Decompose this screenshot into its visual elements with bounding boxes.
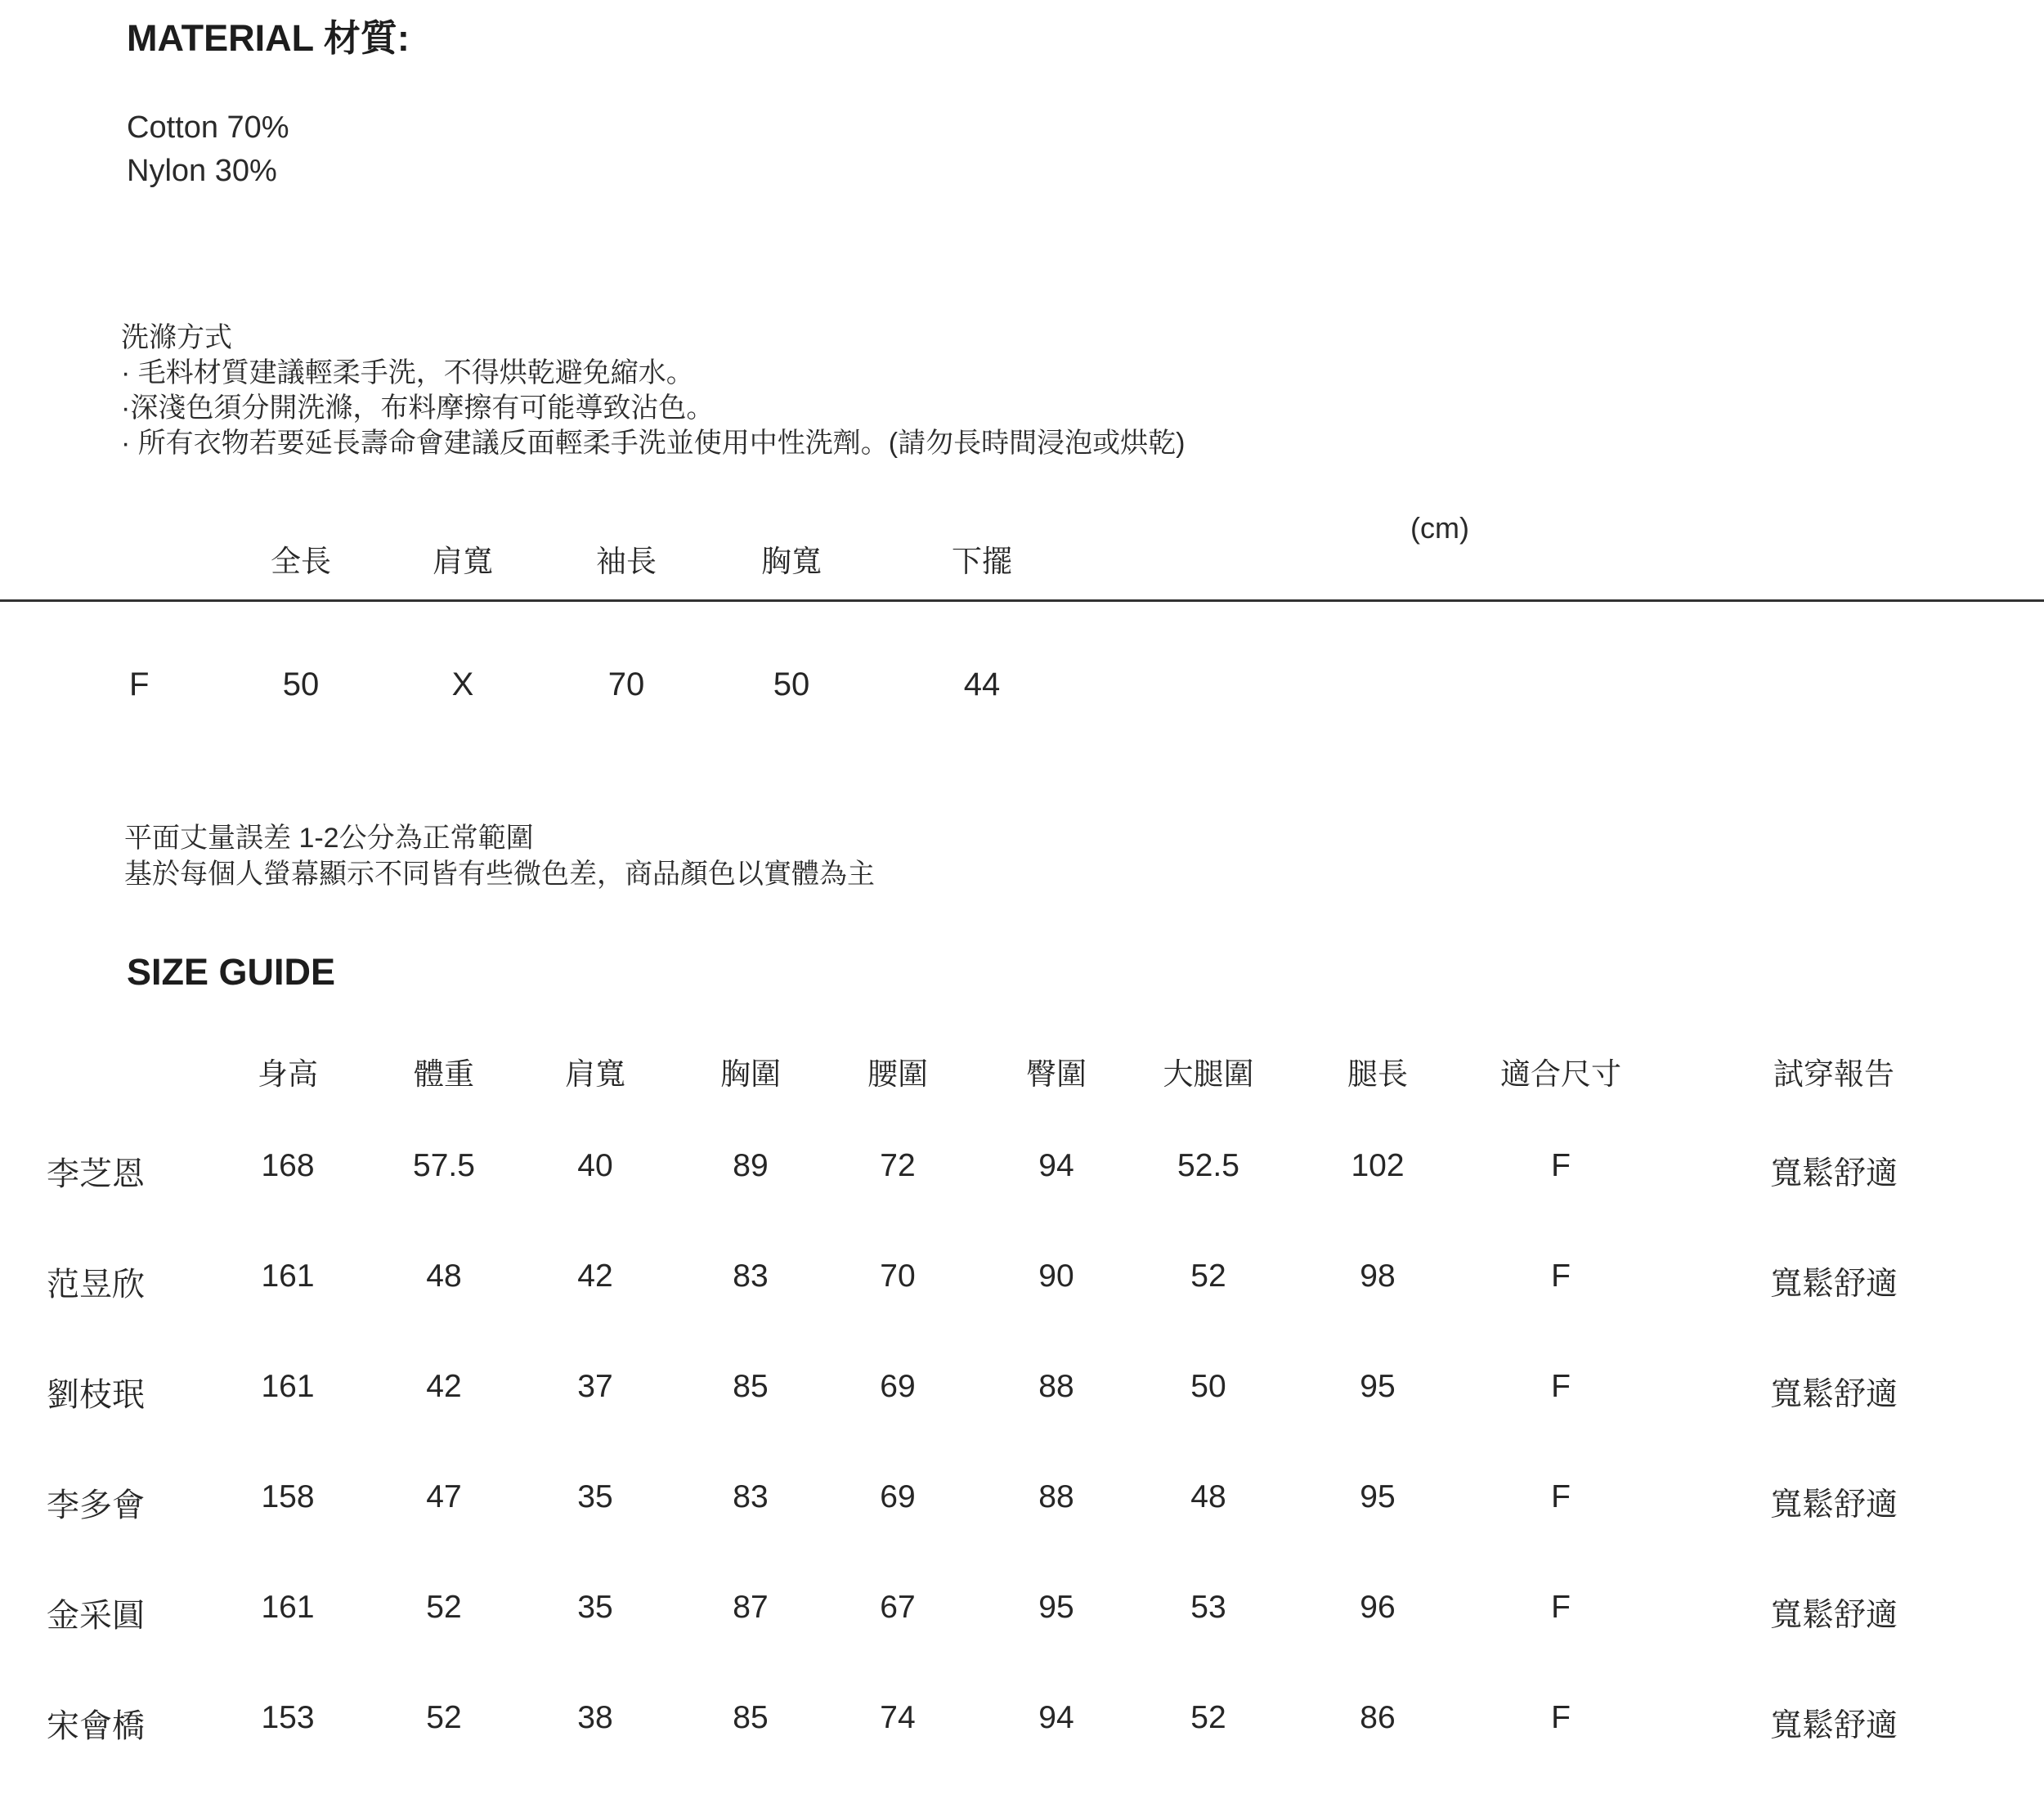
measurement-value: X	[451, 666, 474, 702]
measurement-value: 50	[773, 666, 810, 702]
size-guide-value: 67	[880, 1590, 916, 1625]
size-guide-value: 89	[733, 1148, 769, 1183]
size-guide-value: 161	[261, 1258, 315, 1294]
size-guide-value: 88	[1038, 1369, 1074, 1404]
size-guide-value: 72	[880, 1148, 916, 1183]
size-guide-value: 87	[733, 1590, 769, 1625]
size-guide-value: 95	[1038, 1590, 1074, 1625]
measurement-unit-label: (cm)	[1410, 511, 1469, 545]
size-guide-value: 153	[261, 1700, 315, 1735]
fit-model-name: 李多會	[47, 1487, 145, 1523]
size-guide-col-header: 肩寬	[565, 1057, 625, 1091]
size-guide-value: 40	[577, 1148, 613, 1183]
size-guide-value: 38	[577, 1700, 613, 1735]
size-guide-col-header: 大腿圍	[1163, 1057, 1254, 1091]
measurement-value: 70	[607, 666, 645, 702]
size-guide-value: 88	[1038, 1479, 1074, 1514]
size-guide-value: 50	[1190, 1369, 1226, 1404]
measurement-notes	[124, 820, 875, 892]
size-label: F	[129, 666, 150, 702]
size-guide-value: 94	[1038, 1148, 1074, 1183]
size-guide-heading: SIZE GUIDE	[127, 951, 336, 993]
size-guide-value: 52	[426, 1700, 462, 1735]
measurement-col-header: 胸寬	[761, 545, 822, 578]
size-guide-value: 52.5	[1177, 1148, 1239, 1183]
measurement-value: 50	[282, 666, 320, 702]
fit-report: 寬鬆舒適	[1769, 1267, 1898, 1302]
size-guide-value: 48	[1190, 1479, 1226, 1514]
header-divider-line	[0, 599, 2044, 602]
size-guide-value: 90	[1038, 1258, 1074, 1294]
size-guide-value: 42	[426, 1369, 462, 1404]
size-guide-value: 85	[733, 1369, 769, 1404]
size-guide-value: F	[1551, 1369, 1571, 1404]
size-guide-col-header: 腰圍	[867, 1057, 928, 1091]
size-guide-value: 102	[1351, 1148, 1405, 1183]
measurement-col-header: 肩寬	[433, 545, 493, 578]
size-guide-value: 52	[1190, 1700, 1226, 1735]
size-guide-col-header: 胸圍	[720, 1057, 781, 1091]
size-guide-value: 168	[261, 1148, 315, 1183]
size-guide-col-header: 臀圍	[1026, 1057, 1087, 1091]
size-guide-value: 96	[1360, 1590, 1396, 1625]
measurement-col-header: 袖長	[596, 545, 657, 578]
size-guide-value: 69	[880, 1479, 916, 1514]
size-guide-value: 35	[577, 1590, 613, 1625]
fit-report: 寬鬆舒適	[1769, 1487, 1898, 1523]
size-guide-col-header: 試穿報告	[1773, 1057, 1894, 1091]
fit-model-name: 劉枝珉	[47, 1377, 145, 1413]
size-guide-value: 69	[880, 1369, 916, 1404]
care-instructions	[121, 321, 1185, 461]
size-guide-value: 52	[426, 1590, 462, 1625]
size-guide-value: 47	[426, 1479, 462, 1514]
composition-line-nylon: Nylon 30%	[127, 154, 277, 188]
measurement-col-header: 全長	[271, 545, 331, 578]
fit-model-name: 金采圓	[47, 1598, 145, 1634]
size-guide-col-header: 腿長	[1347, 1057, 1408, 1091]
size-guide-value: 83	[733, 1258, 769, 1294]
size-guide-col-header: 體重	[414, 1057, 474, 1091]
fit-report: 寬鬆舒適	[1769, 1377, 1898, 1412]
fit-report: 寬鬆舒適	[1769, 1598, 1898, 1633]
note-line: 平面丈量誤差 1-2公分為正常範圍	[124, 823, 534, 854]
size-guide-value: 57.5	[413, 1148, 475, 1183]
size-guide-value: 158	[261, 1479, 315, 1514]
fit-model-name: 范昱欣	[47, 1267, 145, 1303]
size-guide-value: 95	[1360, 1369, 1396, 1404]
fit-report: 寬鬆舒適	[1769, 1708, 1898, 1743]
care-line: ·深淺色須分開洗滌，布料摩擦有可能導致沾色。	[121, 393, 715, 424]
size-guide-value: 35	[577, 1479, 613, 1514]
material-heading: MATERIAL 材質:	[127, 17, 410, 59]
size-guide-value: 52	[1190, 1258, 1226, 1294]
care-title: 洗滌方式	[121, 322, 232, 353]
measurement-value: 44	[963, 666, 1001, 702]
size-guide-value: 48	[426, 1258, 462, 1294]
composition-line-cotton: Cotton 70%	[127, 110, 289, 145]
size-guide-value: 86	[1360, 1700, 1396, 1735]
care-line: · 毛料材質建議輕柔手洗，不得烘乾避免縮水。	[121, 357, 694, 388]
size-guide-col-header: 適合尺寸	[1500, 1057, 1621, 1091]
size-guide-value: 37	[577, 1369, 613, 1404]
size-guide-value: 85	[733, 1700, 769, 1735]
size-guide-value: 161	[261, 1590, 315, 1625]
fit-model-name: 李芝恩	[47, 1156, 145, 1192]
size-guide-value: 70	[880, 1258, 916, 1294]
material-composition	[127, 106, 289, 193]
size-guide-value: 53	[1190, 1590, 1226, 1625]
size-guide-col-header: 身高	[258, 1057, 318, 1091]
size-guide-value: 161	[261, 1369, 315, 1404]
size-guide-value: 42	[577, 1258, 613, 1294]
measurement-col-header: 下擺	[952, 545, 1012, 578]
size-guide-value: 74	[880, 1700, 916, 1735]
fit-model-name: 宋會橋	[47, 1708, 145, 1744]
size-guide-value: 95	[1360, 1479, 1396, 1514]
size-guide-value: 98	[1360, 1258, 1396, 1294]
size-guide-value: F	[1551, 1590, 1571, 1625]
care-line: · 所有衣物若要延長壽命會建議反面輕柔手洗並使用中性洗劑。(請勿長時間浸泡或烘乾)	[121, 428, 1186, 459]
note-line: 基於每個人螢幕顯示不同皆有些微色差，商品顏色以實體為主	[124, 859, 875, 890]
size-guide-value: 94	[1038, 1700, 1074, 1735]
size-guide-value: F	[1551, 1258, 1571, 1294]
size-guide-value: F	[1551, 1479, 1571, 1514]
size-guide-value: F	[1551, 1700, 1571, 1735]
size-guide-value: 83	[733, 1479, 769, 1514]
size-guide-value: F	[1551, 1148, 1571, 1183]
fit-report: 寬鬆舒適	[1769, 1156, 1898, 1191]
